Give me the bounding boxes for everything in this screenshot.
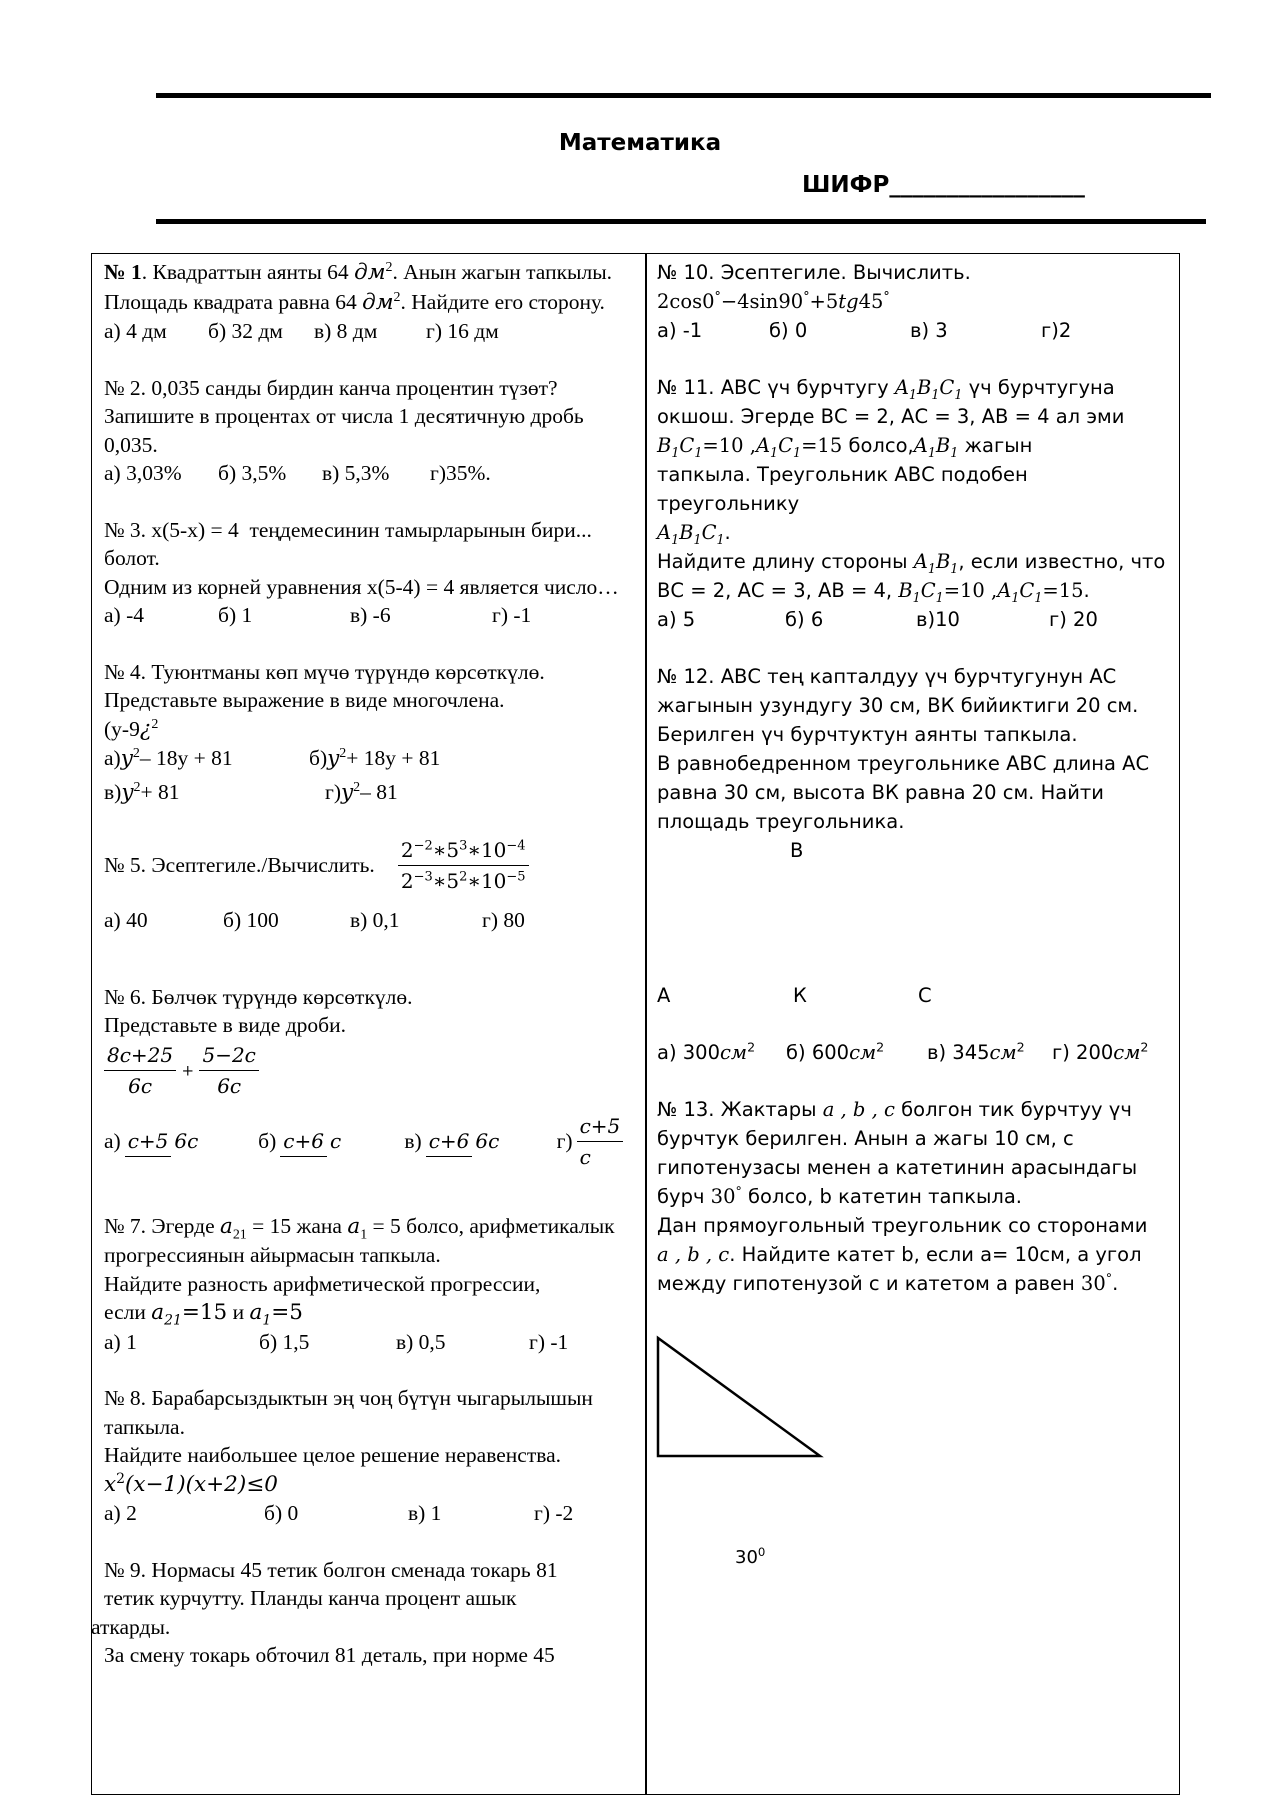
question-9 — [91, 1556, 640, 1670]
q2-option-a: а) 3,03% — [104, 461, 182, 485]
q12-option-b: б) $600см^2$ — [786, 1039, 885, 1064]
column-divider — [645, 253, 647, 1795]
q7-option-b: б) 1,5 — [259, 1329, 310, 1354]
question-10 — [657, 258, 1172, 345]
q1-option-d: г) 16 дм — [426, 319, 499, 343]
question-7 — [104, 1212, 640, 1357]
q11-option-c: в)10 — [916, 608, 960, 631]
q4-option-c: $в)y^2+ 81$ — [104, 779, 180, 805]
q10-option-a: а) -1 — [657, 319, 703, 342]
q12-label-a: А — [657, 984, 671, 1007]
q2-option-b: б) 3,5% — [218, 461, 287, 485]
q2-ru-text: Запишите в процентах от числа 1 десятичную дробь 0,035. — [104, 404, 584, 457]
q1-options — [104, 317, 640, 346]
q1-ru-text-b: . Найдите его сторону. — [400, 289, 605, 314]
q1-unit: дм — [354, 260, 386, 285]
q11-option-a: а) 5 — [657, 608, 696, 631]
q8-inequality: $x^2(x-1)(x+2)\le 0$ — [104, 1470, 278, 1497]
q6-ky-text: № 6. Бөлчөк түрүндө көрсөткүлө. — [104, 984, 413, 1009]
q2-option-d: г)35%. — [430, 461, 491, 485]
q8-option-b: б) 0 — [264, 1501, 299, 1525]
q8-ky-text: № 8. Барабарсыздыктын эң чоң бүтүн чыгарылышын тапкыла. — [104, 1386, 593, 1439]
q13-triangle-figure — [655, 1335, 825, 1460]
q5-fraction: $\frac{2^{-2}∗5^3∗10^{-4}}{2^{-3}∗5^2∗10^{-5}}$ — [398, 835, 640, 896]
q4-expr-tail: ¿ — [139, 716, 152, 742]
q9-ru-text: За смену токарь обточил 81 деталь, при норме 45 — [104, 1643, 555, 1667]
q12-figure — [657, 836, 1172, 1010]
q7-option-a: а) 1 — [104, 1329, 137, 1354]
q8-option-a: а) 2 — [104, 1501, 137, 1525]
q11-option-b: б) 6 — [785, 608, 824, 631]
q4-expr: (y-9 — [104, 716, 140, 741]
q5-option-d: г) 80 — [482, 908, 525, 932]
q4-expr-exp: 2 — [151, 716, 159, 732]
q1-ky-text-b: . Анын жагын тапкылы. — [392, 260, 613, 284]
q4-ky-text: № 4. Туюнтманы көп мүчө түрүндө көрсөткүлө. — [104, 659, 545, 684]
q12-option-a: а) $300см^2$ — [657, 1039, 756, 1064]
q12-options — [657, 1038, 1172, 1067]
q8-option-c: в) 1 — [408, 1501, 442, 1525]
q1-ru-text: Площадь квадрата равна 64 — [104, 289, 363, 314]
q5-text: № 5. Эсептегиле./Вычислить. — [104, 853, 375, 878]
header-bottom-rule — [156, 219, 1206, 224]
q4-option-a: $а)y^2-$ 18y + 81 — [104, 745, 233, 771]
q3-ky-text: № 3. x(5-x) = 4 теңдемесинин тамырларынын бири... болот. — [104, 517, 598, 570]
q1-ru-unit: дм — [362, 289, 394, 315]
q1-option-c: в) 8 дм — [314, 319, 378, 343]
question-6 — [104, 983, 640, 1172]
q4-expression — [104, 715, 640, 745]
q5-option-b: б) 100 — [223, 908, 279, 932]
q7-option-d: г) -1 — [529, 1329, 569, 1354]
question-2 — [104, 374, 640, 488]
q12-option-c: в) $345см^2$ — [927, 1039, 1025, 1064]
q6-options — [104, 1111, 640, 1172]
q4-options-cd — [104, 778, 640, 808]
q11-option-d: г) 20 — [1049, 608, 1098, 631]
right-column — [657, 258, 1172, 1298]
q6-option-b: б) c+6 c — [258, 1126, 404, 1157]
q7-ru-text: Найдите разность арифметической прогрессии, — [104, 1271, 541, 1296]
q4-ru-text: Представьте выражение в виде многочлена. — [104, 688, 505, 712]
q1-number: № 1 — [104, 260, 142, 284]
q10-expression: 2cos0°−4sin90°+5tg45° — [657, 288, 890, 313]
question-3 — [104, 516, 640, 630]
q10-option-d: г)2 — [1041, 319, 1072, 342]
q8-option-d: г) -2 — [534, 1501, 574, 1525]
q6-option-a: а) c+5 6c — [104, 1126, 258, 1157]
q12-label-b: В — [790, 839, 804, 862]
q10-option-c: в) 3 — [910, 319, 948, 342]
q10-option-b: б) 0 — [769, 319, 808, 342]
q12-option-d: г) $200см^2$ — [1052, 1039, 1149, 1064]
q8-options — [104, 1499, 640, 1528]
top-rule — [156, 93, 1211, 98]
q3-option-d: г) -1 — [492, 603, 532, 627]
q10-options — [657, 316, 1172, 345]
q7-option-c: в) 0,5 — [396, 1329, 446, 1354]
page-title: Математика — [558, 130, 722, 156]
q7-ru-condition: если $a_{21}=15$ и $a_1=5$ — [104, 1300, 303, 1329]
q3-option-b: б) 1 — [218, 603, 253, 627]
question-11: № 11. АВС үч бурчтугу $A_1B_1C_1$ үч бурчтугуна окшош. Эгерде ВС = 2, АС = 3, АВ = 4 ал эми $B_1C_1=10$ $,A_1C_1=15$ $болсо,A_1B_1$ жагын тапкыла. Треугольник АВС подобен треугольнику $A_1B_1C_1$. Найдите длину стороны $A_1B_1$, если известно, что ВС = 2, АС = 3, АВ = 4, $B_1C_1=10$ $,A_1C_1=15$. а) 5 б) 6 в)10 г) 20 — [657, 373, 1172, 634]
question-4 — [104, 658, 640, 808]
q1-ky-text: . Квадраттын аянты 64 — [141, 260, 355, 284]
q9-ky-line-2: тетик курчутту. Планды канча процент ашык — [104, 1586, 517, 1610]
question-5 — [104, 835, 640, 935]
q7-ky-text: № 7. Эгерде $a_{21} = 15$ жана $a_1 = 5$ болсо, арифметикалык прогрессиянын айырмасын тапкыла. — [104, 1213, 615, 1267]
q1-exp: 2 — [385, 259, 393, 275]
q3-option-a: а) -4 — [104, 603, 144, 627]
q8-ru-text: Найдите наибольшее целое решение неравенства. — [104, 1443, 562, 1467]
question-8 — [104, 1384, 640, 1528]
q5-option-c: в) 0,1 — [350, 908, 400, 932]
q3-option-c: в) -6 — [350, 603, 391, 627]
q12-label-k: К — [793, 984, 807, 1007]
q6-ru-text: Представьте в виде дроби. — [104, 1013, 346, 1037]
q6-option-d: г) $\frac{c+5}{c}$ — [557, 1111, 640, 1172]
q12-label-c: С — [918, 984, 932, 1007]
q5-options — [104, 906, 640, 935]
q11-options — [657, 605, 1172, 634]
q9-ky-line-1: № 9. Нормасы 45 тетик болгон сменада токарь 81 — [104, 1557, 558, 1582]
q4-options-ab — [104, 744, 640, 774]
q1-option-a: а) 4 дм — [104, 319, 167, 343]
q1-option-b: б) 32 дм — [208, 319, 283, 343]
question-1 — [104, 258, 640, 346]
q3-options — [104, 601, 640, 630]
q10-text: № 10. Эсептегиле. Вычислить. — [657, 261, 971, 284]
q2-ky-text: № 2. 0,035 санды бирдин канча процентин түзөт? — [104, 375, 558, 400]
left-column — [91, 258, 640, 1670]
q6-expression: $\frac{8c+25}{6c}$ + $\frac{5-2c}{6c}$ — [104, 1040, 640, 1101]
question-12: № 12. АВС тең капталдуу үч бурчтугунун АС жагынын узундугу 30 см, ВК бийиктиги 20 см. Берилген үч бурчтуктун аянты тапкыла. В равнобедренном треугольнике АВС длина АС равна 30 см, высота ВК равна 20 см. Найти площадь треугольника. В А К С а) $300см^2$ б) $600см^2$ в) $345см^2$ г) $200см^2$ — [657, 662, 1172, 1067]
q4-option-d: $г)y^2-$ 81 — [325, 779, 398, 805]
question-13: № 13. Жактары a , b , c болгон тик бурчтуу үч бурчтук берилген. Анын а жагы 10 см, с гипотенузасы менен а катетинин арасындагы бурч 30° болсо, b катетин тапкыла. Дан прямоугольный треугольник со сторонами a , b , c. Найдите катет b, если а= 10см, а угол между гипотенузой с и катетом а равен 30°. — [657, 1098, 1148, 1295]
q2-option-c: в) 5,3% — [322, 461, 390, 485]
q1-ru-exp: 2 — [393, 289, 401, 305]
q4-option-b: $б)y^2+ 18y + 81$ — [309, 745, 441, 771]
q13-triangle — [658, 1338, 820, 1456]
q3-ru-text: Одним из корней уравнения x(5-4) = 4 является число… — [104, 574, 619, 599]
q13-angle-label: $30^0$ — [735, 1545, 766, 1568]
q6-option-c: в) c+6 6c — [404, 1126, 556, 1157]
q5-option-a: а) 40 — [104, 908, 148, 932]
cipher-field: ШИФР_________________ — [802, 172, 1085, 198]
q2-options — [104, 459, 640, 488]
q9-ky-line-3: аткарды. — [91, 1614, 171, 1639]
q7-options — [104, 1328, 640, 1357]
